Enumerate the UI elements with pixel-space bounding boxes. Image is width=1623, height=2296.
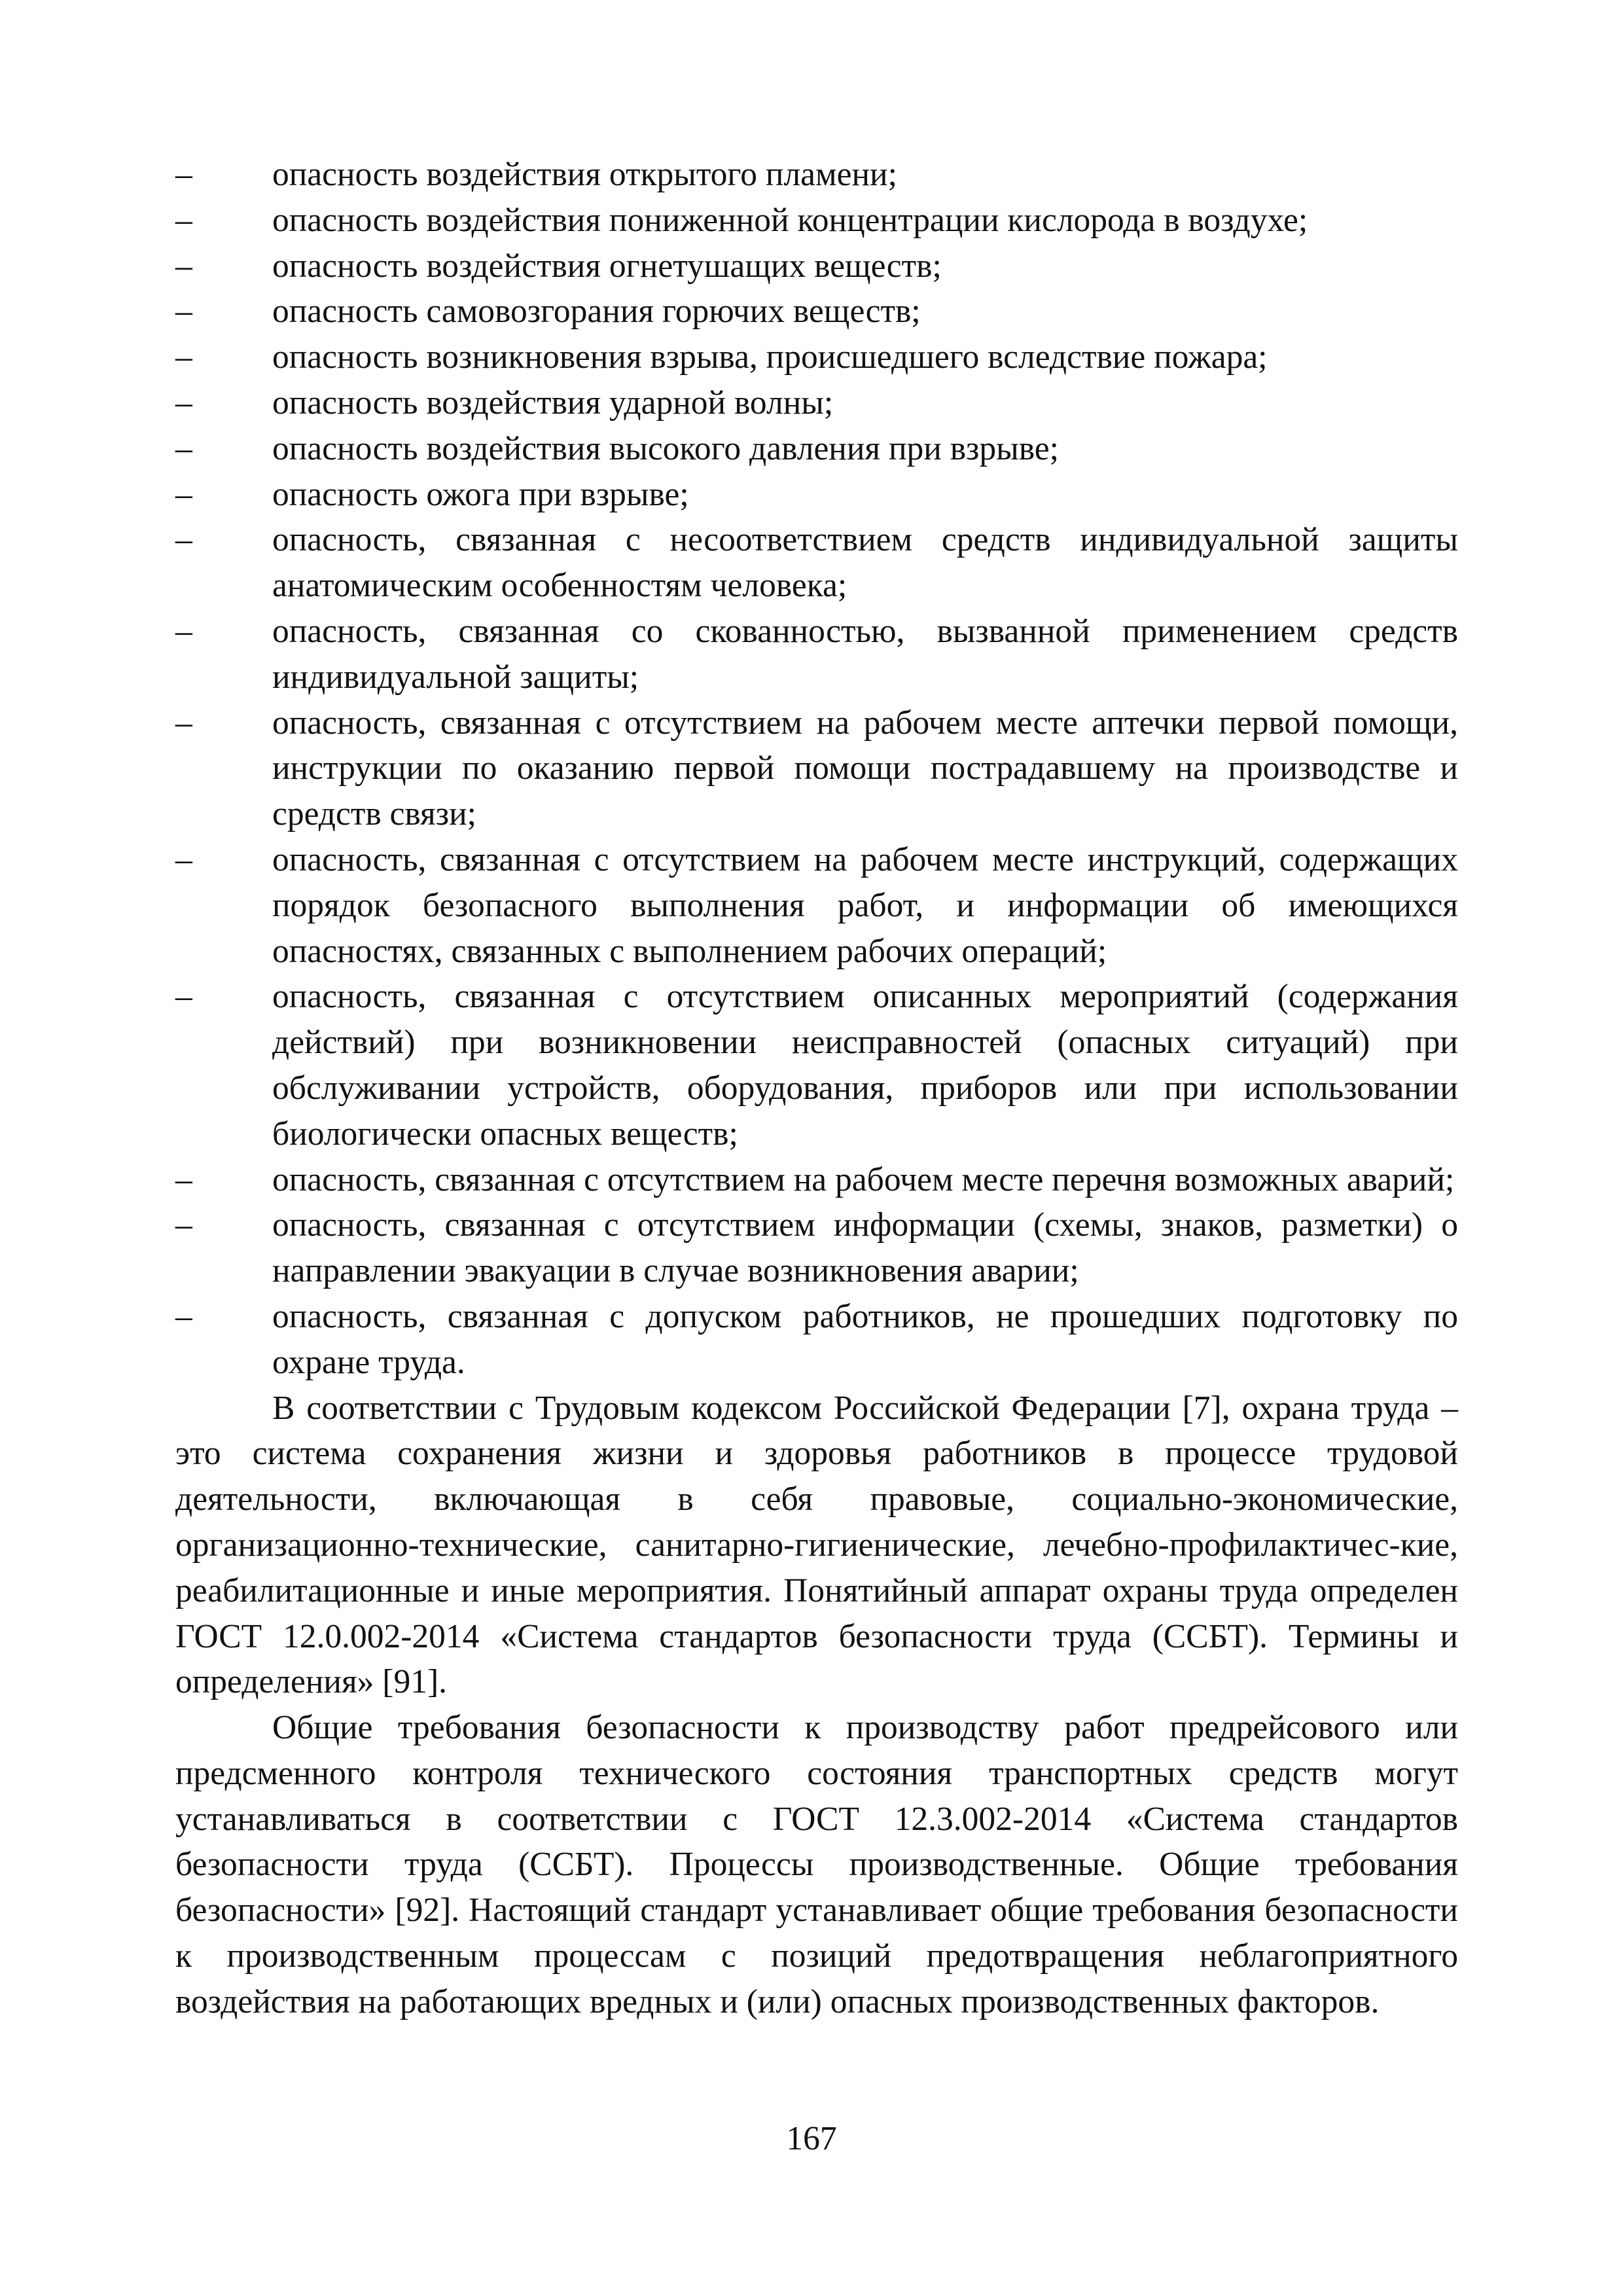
list-item [175,700,1458,837]
list-item-text: опасность воздействия огнетушащих веществ; [272,247,942,285]
list-item [175,243,1458,289]
dash-marker: – [175,201,192,239]
list-item [175,198,1458,243]
list-item [175,334,1458,380]
dash-marker: – [175,1297,192,1335]
dash-marker: – [175,521,192,559]
page-body [175,152,1458,2025]
dash-marker: – [175,840,192,878]
dash-marker: – [175,429,192,467]
list-item [175,1202,1458,1294]
list-item-text: опасность самовозгорания горючих веществ; [272,293,921,331]
dash-marker: – [175,338,192,376]
dash-marker: – [175,156,192,193]
list-item-text: опасность, связанная со скованностью, вызванной применением средств индивидуальной защиты; [272,612,1458,696]
list-item [175,517,1458,609]
list-item [175,426,1458,472]
list-item-text: опасность, связанная с отсутствием описанных мероприятий (содержания действий) при возникновении неисправностей (опасных ситуаций) при обслуживании устройств, оборудования, приборов или при использовании биологически опасных веществ; [272,978,1458,1153]
list-item [175,152,1458,198]
dash-marker: – [175,247,192,285]
dash-marker: – [175,1206,192,1244]
dash-marker: – [175,475,192,513]
list-item [175,609,1458,700]
list-item [175,1157,1458,1203]
list-item-text: опасность, связанная с отсутствием на рабочем месте аптечки первой помощи, инструкции по оказанию первой помощи пострадавшему на производстве и средств связи; [272,704,1458,833]
dash-marker: – [175,384,192,422]
list-item-text: опасность воздействия пониженной концентрации кислорода в воздухе; [272,201,1308,239]
list-item-text: опасность ожога при взрыве; [272,475,689,513]
list-item [175,837,1458,974]
list-item-text: опасность, связанная с несоответствием средств индивидуальной защиты анатомическим особенностям человека; [272,521,1458,605]
paragraph-gost-requirements: Общие требования безопасности к производству работ предрейсового или предсменного контроля технического состояния транспортных средств могут устанавливаться в соответствии с ГОСТ 12.3.002-2014 «Система стандартов безопасности труда (ССБТ). Процессы производственные. Общие требования безопасности» [92]. Настоящий стандарт устанавливает общие требования безопасности к производственным процессам с позиций предотвращения неблагоприятного воздействия на работающих вредных и (или) опасных производственных факторов. [175,1709,1458,2020]
dash-marker: – [175,293,192,331]
list-item [175,974,1458,1157]
list-item-text: опасность возникновения взрыва, происшедшего вследствие пожара; [272,338,1268,376]
list-item [175,380,1458,426]
paragraph-labor-code: В соответствии с Трудовым кодексом Российской Федерации [7], охрана труда – это система сохранения жизни и здоровья работников в процессе трудовой деятельности, включающая в себя правовые, социально-экономические, организационно-технические, санитарно-гигиенические, лечебно-профилактичес-кие, реабилитационные и иные мероприятия. Понятийный аппарат охраны труда определен ГОСТ 12.0.002-2014 «Система стандартов безопасности труда (ССБТ). Термины и определения» [91]. [175,1389,1458,1701]
list-item-text: опасность воздействия ударной волны; [272,384,834,422]
list-item-text: опасность воздействия высокого давления при взрыве; [272,429,1059,467]
dash-marker: – [175,704,192,742]
list-item [175,1294,1458,1386]
list-item-text: опасность, связанная с допуском работников, не прошедших подготовку по охране труда. [272,1297,1458,1381]
dash-marker: – [175,612,192,650]
list-item-text: опасность, связанная с отсутствием на рабочем месте инструкций, содержащих порядок безопасного выполнения работ, и информации об имеющихся опасностях, связанных с выполнением рабочих операций; [272,840,1458,970]
page-number: 167 [786,2120,837,2157]
list-item [175,472,1458,518]
list-item-text: опасность, связанная с отсутствием на рабочем месте перечня возможных аварий; [272,1160,1455,1198]
list-item [175,289,1458,334]
hazard-list [175,152,1458,1386]
dash-marker: – [175,1160,192,1198]
dash-marker: – [175,978,192,1016]
list-item-text: опасность воздействия открытого пламени; [272,156,897,193]
list-item-text: опасность, связанная с отсутствием информации (схемы, знаков, разметки) о направлении эвакуации в случае возникновения аварии; [272,1206,1458,1290]
